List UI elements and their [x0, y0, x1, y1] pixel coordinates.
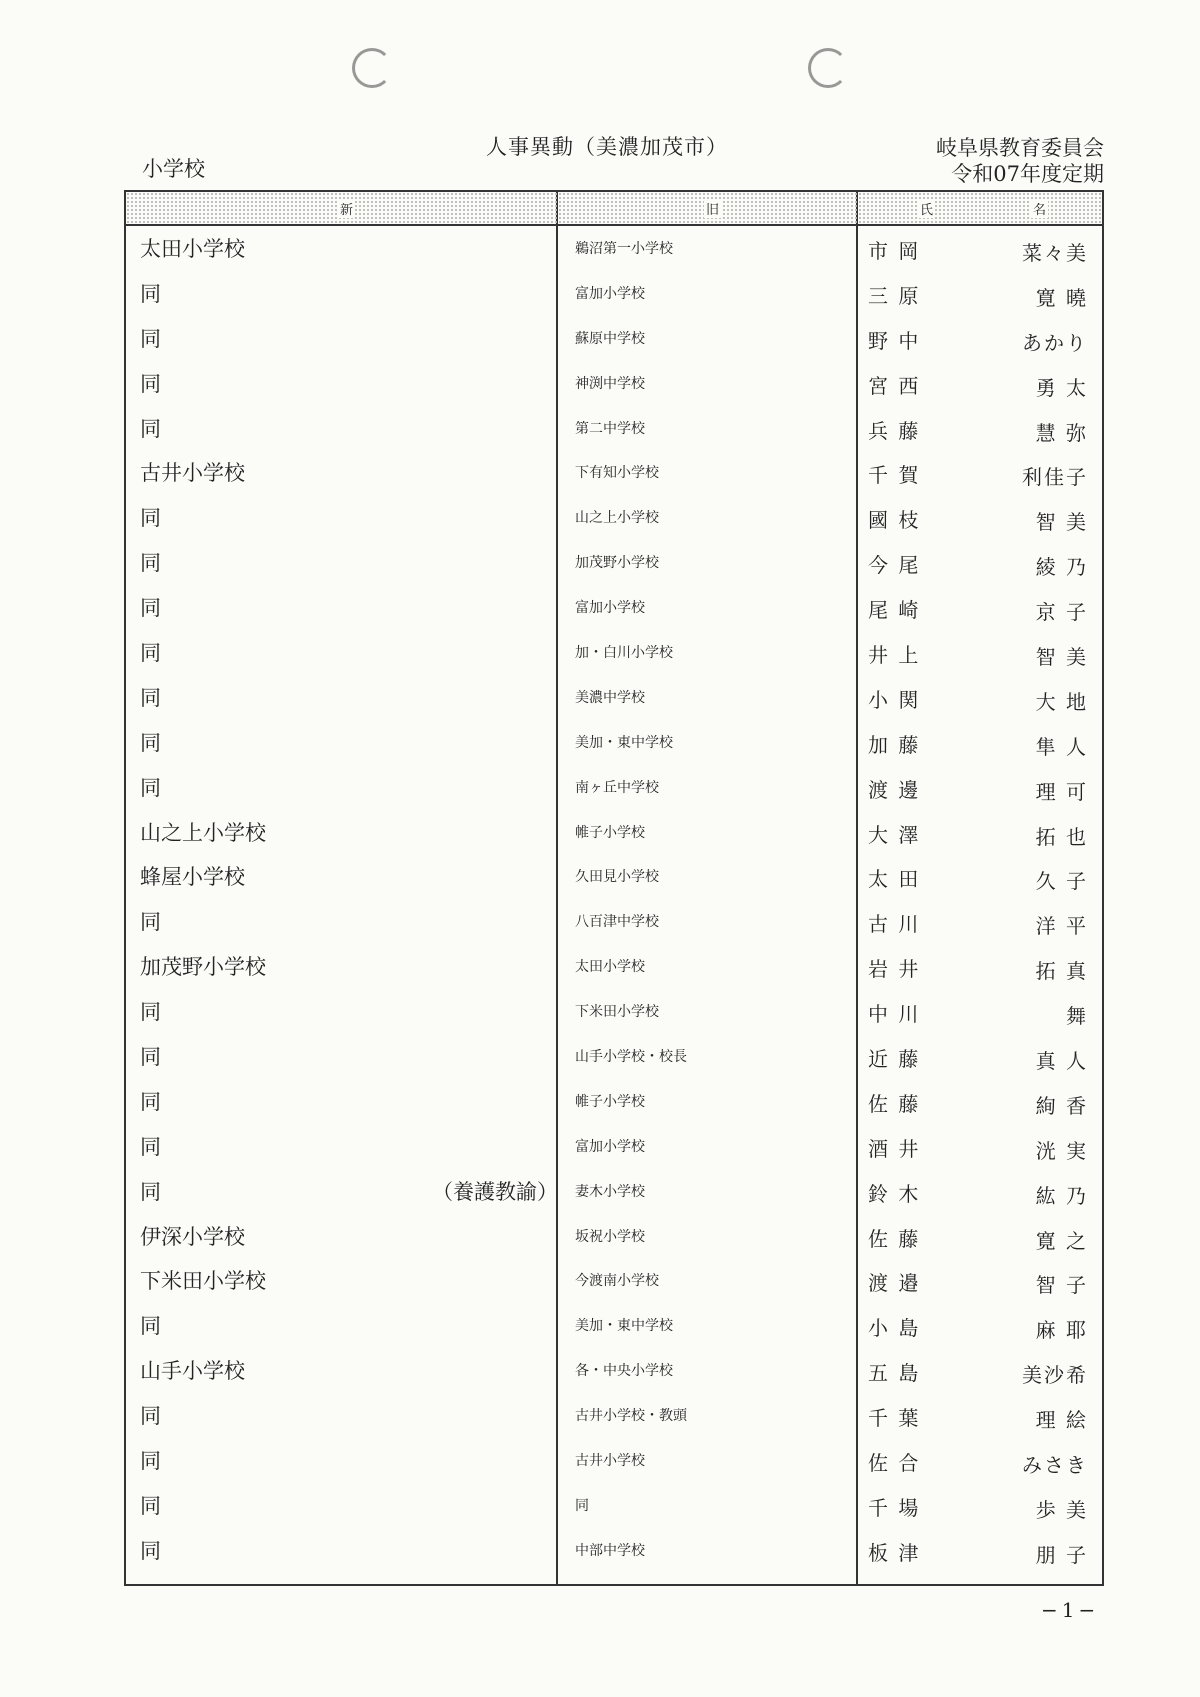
given-name: 隼 人 — [1035, 734, 1088, 759]
table-row — [126, 270, 1102, 315]
previous-assignment: 妻木小学校 — [575, 1183, 645, 1200]
previous-assignment: 美加・東中学校 — [575, 1318, 673, 1335]
column-header-name-given: 名 — [1031, 199, 1048, 218]
previous-assignment: 南ヶ丘中学校 — [575, 779, 659, 796]
new-assignment: 同 — [140, 281, 161, 306]
family-name: 渡 邊 — [868, 777, 921, 802]
family-name: 佐 藤 — [868, 1091, 921, 1116]
family-name: 兵 藤 — [868, 418, 921, 443]
family-name: 太 田 — [868, 867, 921, 892]
new-assignment: 山手小学校 — [140, 1359, 245, 1384]
new-assignment: 古井小学校 — [140, 461, 245, 486]
new-assignment: 同 — [140, 1538, 161, 1563]
table-row — [126, 1257, 1102, 1302]
new-assignment: 同 — [140, 1404, 161, 1429]
given-name: 歩 美 — [1035, 1497, 1088, 1522]
family-name: 五 島 — [868, 1361, 921, 1386]
family-name: 渡 邉 — [868, 1271, 921, 1296]
new-assignment: 同 — [140, 1000, 161, 1025]
new-assignment: 同 — [140, 506, 161, 531]
previous-assignment: 富加小学校 — [575, 600, 645, 617]
previous-assignment: 同 — [575, 1497, 589, 1514]
given-name: 理 絵 — [1035, 1408, 1088, 1433]
new-assignment: 同 — [140, 1179, 161, 1204]
previous-assignment: 太田小学校 — [575, 959, 645, 976]
table-row — [126, 943, 1102, 988]
new-assignment: 同 — [140, 775, 161, 800]
table-row — [126, 1123, 1102, 1168]
table-row — [126, 853, 1102, 898]
given-name: 寛 曉 — [1035, 285, 1088, 310]
issuer-name: 岐阜県教育委員会 — [936, 136, 1104, 160]
new-assignment: 同 — [140, 596, 161, 621]
previous-assignment: 古井小学校・教頭 — [575, 1408, 687, 1425]
new-assignment: 山之上小学校 — [140, 820, 266, 845]
table-row — [126, 764, 1102, 809]
new-assignment: 同 — [140, 416, 161, 441]
new-assignment: 同 — [140, 641, 161, 666]
given-name: 理 可 — [1035, 779, 1088, 804]
new-assignment: 同 — [140, 685, 161, 710]
family-name: 酒 井 — [868, 1136, 921, 1161]
previous-assignment: 八百津中学校 — [575, 914, 659, 931]
table-row — [126, 225, 1102, 270]
table-row — [126, 1527, 1102, 1572]
family-name: 千 賀 — [868, 463, 921, 488]
family-name: 加 藤 — [868, 732, 921, 757]
table-row — [126, 1302, 1102, 1347]
table-row — [126, 674, 1102, 719]
table-row — [126, 629, 1102, 674]
family-name: 鈴 木 — [868, 1181, 921, 1206]
given-name: 菜々美 — [1022, 241, 1088, 265]
column-header-name-family: 氏 — [918, 199, 935, 218]
table-row — [126, 1213, 1102, 1258]
given-name: 絢 香 — [1035, 1093, 1088, 1118]
previous-assignment: 富加小学校 — [575, 1138, 645, 1155]
given-name: みさき — [1022, 1453, 1088, 1478]
table-row — [126, 719, 1102, 764]
family-name: 市 岡 — [868, 239, 921, 263]
given-name: 紘 乃 — [1035, 1183, 1088, 1208]
new-assignment: 伊深小学校 — [140, 1224, 245, 1249]
table-row — [126, 809, 1102, 854]
family-name: 宮 西 — [868, 373, 921, 398]
family-name: 大 澤 — [868, 822, 921, 847]
table-row — [126, 1033, 1102, 1078]
page-number: −1− — [1041, 1598, 1100, 1622]
table-row — [126, 1437, 1102, 1482]
punch-hole-right-icon — [808, 48, 848, 88]
table-header — [126, 192, 1102, 226]
previous-assignment: 久田見小学校 — [575, 869, 659, 886]
column-header-new: 新 — [338, 199, 355, 218]
previous-assignment: 下米田小学校 — [575, 1004, 659, 1021]
previous-assignment: 蘇原中学校 — [575, 330, 645, 347]
family-name: 近 藤 — [868, 1047, 921, 1072]
role-note: （養護教諭） — [432, 1179, 558, 1204]
given-name: 智 子 — [1035, 1273, 1088, 1298]
punch-hole-left-icon — [352, 48, 392, 88]
new-assignment: 同 — [140, 1134, 161, 1159]
family-name: 國 枝 — [868, 508, 921, 533]
new-assignment: 蜂屋小学校 — [140, 865, 245, 890]
given-name: 拓 也 — [1035, 824, 1088, 849]
given-name: 智 美 — [1035, 510, 1088, 535]
given-name: 舞 — [1066, 1004, 1088, 1029]
table-row — [126, 1347, 1102, 1392]
table-row — [126, 988, 1102, 1033]
given-name: 京 子 — [1035, 600, 1088, 625]
new-assignment: 加茂野小学校 — [140, 955, 266, 980]
given-name: 洋 平 — [1035, 914, 1088, 939]
table-row — [126, 584, 1102, 629]
given-name: あかり — [1022, 330, 1088, 355]
new-assignment: 同 — [140, 551, 161, 576]
previous-assignment: 帷子小学校 — [575, 824, 645, 841]
document-title: 人事異動（美濃加茂市） — [486, 135, 728, 159]
previous-assignment: 加茂野小学校 — [575, 555, 659, 572]
family-name: 井 上 — [868, 643, 921, 668]
issuer-block — [936, 135, 1104, 187]
family-name: 岩 井 — [868, 957, 921, 982]
previous-assignment: 鵜沼第一小学校 — [575, 241, 673, 257]
previous-assignment: 今渡南小学校 — [575, 1273, 659, 1290]
family-name: 千 場 — [868, 1495, 921, 1520]
previous-assignment: 下有知小学校 — [575, 465, 659, 482]
new-assignment: 同 — [140, 1314, 161, 1339]
previous-assignment: 中部中学校 — [575, 1542, 645, 1559]
previous-assignment: 古井小学校 — [575, 1453, 645, 1470]
family-name: 小 関 — [868, 687, 921, 712]
previous-assignment: 帷子小学校 — [575, 1093, 645, 1110]
table-row — [126, 1482, 1102, 1527]
given-name: 拓 真 — [1035, 959, 1088, 984]
new-assignment: 同 — [140, 371, 161, 396]
table-row — [126, 1392, 1102, 1437]
family-name: 尾 崎 — [868, 598, 921, 623]
new-assignment: 同 — [140, 1493, 161, 1518]
previous-assignment: 美加・東中学校 — [575, 734, 673, 751]
previous-assignment: 第二中学校 — [575, 420, 645, 437]
new-assignment: 同 — [140, 730, 161, 755]
previous-assignment: 各・中央小学校 — [575, 1363, 673, 1380]
new-assignment: 下米田小学校 — [140, 1269, 266, 1294]
new-assignment: 同 — [140, 326, 161, 351]
given-name: 智 美 — [1035, 645, 1088, 670]
term-label: 令和07年度定期 — [951, 162, 1104, 186]
column-header-old: 旧 — [704, 199, 721, 218]
school-category-label: 小学校 — [142, 157, 205, 181]
given-name: 勇 太 — [1035, 375, 1088, 400]
given-name: 朋 子 — [1035, 1542, 1088, 1567]
family-name: 古 川 — [868, 912, 921, 937]
previous-assignment: 美濃中学校 — [575, 689, 645, 706]
given-name: 久 子 — [1035, 869, 1088, 894]
family-name: 今 尾 — [868, 553, 921, 578]
family-name: 佐 藤 — [868, 1226, 921, 1251]
previous-assignment: 山手小学校・校長 — [575, 1049, 687, 1066]
previous-assignment: 加・白川小学校 — [575, 645, 673, 662]
table-row — [126, 1078, 1102, 1123]
given-name: 真 人 — [1035, 1049, 1088, 1074]
family-name: 板 津 — [868, 1540, 921, 1565]
family-name: 千 葉 — [868, 1406, 921, 1431]
new-assignment: 同 — [140, 1089, 161, 1114]
given-name: 慧 弥 — [1035, 420, 1088, 445]
table-row — [126, 494, 1102, 539]
family-name: 中 川 — [868, 1002, 921, 1027]
family-name: 三 原 — [868, 283, 921, 308]
table-row — [126, 1168, 1102, 1213]
family-name: 小 島 — [868, 1316, 921, 1341]
previous-assignment: 神渕中学校 — [575, 375, 645, 392]
given-name: 綾 乃 — [1035, 555, 1088, 580]
previous-assignment: 坂祝小学校 — [575, 1228, 645, 1245]
new-assignment: 同 — [140, 1449, 161, 1474]
previous-assignment: 山之上小学校 — [575, 510, 659, 527]
table-row — [126, 360, 1102, 405]
family-name: 佐 合 — [868, 1451, 921, 1476]
given-name: 大 地 — [1035, 689, 1088, 714]
table-row — [126, 898, 1102, 943]
previous-assignment: 富加小学校 — [575, 285, 645, 302]
personnel-transfer-table — [124, 190, 1104, 1586]
table-row — [126, 315, 1102, 360]
given-name: 麻 耶 — [1035, 1318, 1088, 1343]
given-name: 洸 実 — [1035, 1138, 1088, 1163]
new-assignment: 同 — [140, 1045, 161, 1070]
given-name: 寛 之 — [1035, 1228, 1088, 1253]
new-assignment: 太田小学校 — [140, 237, 245, 261]
table-row — [126, 405, 1102, 450]
new-assignment: 同 — [140, 910, 161, 935]
table-body — [126, 225, 1102, 1572]
given-name: 美沙希 — [1022, 1363, 1088, 1388]
given-name: 利佳子 — [1022, 465, 1088, 490]
table-row — [126, 449, 1102, 494]
table-row — [126, 539, 1102, 584]
family-name: 野 中 — [868, 328, 921, 353]
